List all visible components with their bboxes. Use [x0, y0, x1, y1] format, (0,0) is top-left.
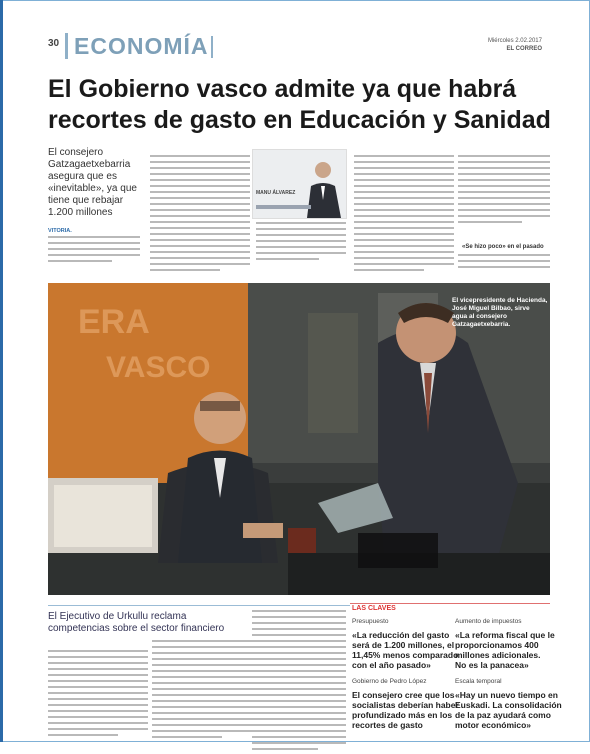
photo-caption — [452, 297, 548, 329]
section-title: ECONOMÍA — [65, 33, 209, 59]
publication-name: EL CORREO — [506, 46, 542, 52]
headline-line: El Gobierno vasco admite ya que habrá — [48, 75, 517, 103]
caption-line: José Miguel Bilbao, sirve — [452, 305, 530, 312]
claves-left-quote — [352, 630, 458, 670]
quote-line: socialistas deberían haber — [352, 700, 459, 710]
claves-left-quote-2 — [352, 690, 459, 730]
body-text-col-5 — [458, 155, 550, 227]
background-sign-1: ERA — [78, 303, 150, 341]
claves-right-label: Aumento de impuestos — [455, 618, 522, 625]
quote-line: «La reforma fiscal que le — [455, 630, 555, 640]
bottom-text-col-2 — [152, 640, 252, 742]
subhead-line: asegura que es — [48, 171, 117, 182]
body-text-col-3 — [256, 222, 346, 264]
subhead — [48, 147, 140, 219]
page-number: 30 — [48, 38, 60, 49]
left-edge-bar — [0, 0, 3, 742]
subhead-line: El consejero — [48, 147, 104, 158]
headline-line: recortes de gasto en Educación y Sanidad — [48, 106, 551, 134]
subhead-line: 1.200 millones — [48, 207, 113, 218]
byline-start: VITORIA. — [48, 228, 72, 234]
claves-label: LAS CLAVES — [352, 605, 396, 612]
caption-line: agua al consejero — [452, 313, 507, 320]
main-photo — [48, 283, 550, 595]
quote-line: 11,45% menos comparado — [352, 650, 459, 660]
bottom-headline-line: El Ejecutivo de Urkullu reclama — [48, 611, 187, 622]
quote-line: «Hay un nuevo tiempo en — [455, 690, 558, 700]
quote-line: Euskadi. La consolidación — [455, 700, 562, 710]
quote-line: proporcionamos 400 — [455, 640, 539, 650]
subhead-line: «inevitable», ya que — [48, 183, 137, 194]
body-text-col-4 — [354, 155, 454, 275]
quote-line: No es la panacea» — [455, 660, 529, 670]
claves-right-label-2: Escala temporal — [455, 678, 502, 685]
quote-line: motor económico» — [455, 720, 532, 730]
quote-line: recortes de gasto — [352, 720, 423, 730]
claves-left-label: Presupuesto — [352, 618, 389, 625]
bottom-divider — [48, 605, 350, 606]
bottom-text-col-3 — [252, 610, 346, 754]
author-name: MANU ÁLVAREZ — [256, 190, 296, 196]
subhead-line: tiene que rebajar — [48, 195, 124, 206]
date-line: Miércoles 2.02.2017 — [487, 38, 542, 44]
date-block — [488, 37, 542, 53]
bottom-text-col-1 — [48, 650, 148, 740]
subhead-line: Gatzagaetxebarria — [48, 159, 131, 170]
caption-line: Gatzagaetxebarria. — [452, 321, 511, 328]
claves-right-quote — [455, 630, 555, 670]
quote-line: millones adicionales. — [455, 650, 541, 660]
headline — [48, 74, 558, 136]
claves-left-label-2: Gobierno de Pedro López — [352, 678, 427, 685]
author-email-link[interactable] — [256, 205, 311, 209]
quote-line: de la paz ayudará como — [455, 710, 551, 720]
bottom-headline — [48, 611, 248, 635]
background-sign-2: VASCO — [106, 351, 211, 384]
quote-line: será de 1.200 millones, el — [352, 640, 455, 650]
claves-rule — [350, 603, 550, 604]
caption-line: El vicepresidente de Hacienda, — [452, 297, 548, 304]
body-text-col-5b — [458, 254, 550, 272]
quote-line: El consejero cree que los — [352, 690, 455, 700]
body-text-col-2 — [150, 155, 250, 275]
quote-line: con el año pasado» — [352, 660, 431, 670]
claves-right-quote-2 — [455, 690, 562, 730]
bottom-headline-line: competencias sobre el sector financiero — [48, 623, 225, 634]
quote-line: profundizado más en los — [352, 710, 453, 720]
body-text-col-1 — [48, 236, 140, 266]
quote-line: «La reducción del gasto — [352, 630, 450, 640]
section-divider — [211, 36, 213, 58]
pull-quote-heading: «Se hizo poco» en el pasado — [462, 244, 544, 250]
